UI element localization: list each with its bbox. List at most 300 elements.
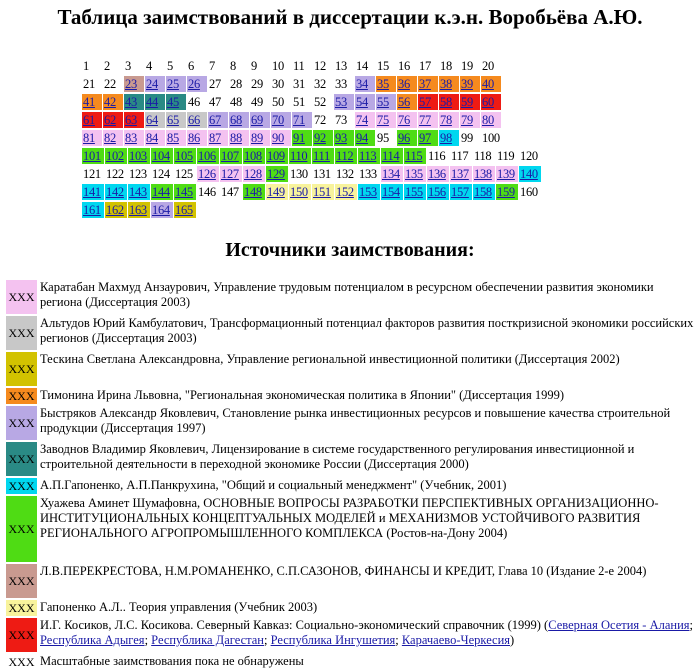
page-link[interactable]: 162 — [106, 203, 124, 217]
source-region-link[interactable]: Республика Ингушетия — [270, 633, 396, 647]
borrowing-page-grid — [82, 57, 542, 219]
page-link[interactable]: 149 — [267, 185, 285, 199]
page-cell[interactable] — [439, 76, 459, 92]
page-link[interactable]: 76 — [398, 113, 410, 127]
page-cell[interactable] — [473, 166, 495, 182]
page-cell[interactable] — [450, 166, 472, 182]
page-cell[interactable] — [82, 112, 102, 128]
page-cell: 50 — [272, 95, 284, 109]
page-link[interactable]: 64 — [146, 113, 158, 127]
page-cell: 6 — [188, 59, 194, 73]
page-link[interactable]: 74 — [356, 113, 368, 127]
page-link[interactable]: 87 — [209, 131, 221, 145]
page-cell[interactable] — [145, 112, 165, 128]
page-link[interactable]: 152 — [336, 185, 354, 199]
page-cell: 160 — [520, 185, 538, 199]
source-item — [6, 496, 696, 562]
page-cell[interactable] — [355, 112, 375, 128]
page-cell: 3 — [125, 59, 131, 73]
page-link[interactable]: 113 — [359, 149, 377, 163]
page-cell[interactable] — [397, 76, 417, 92]
source-text-part: Хуажева Аминет Шумафовна, ОСНОВНЫЕ ВОПРОСЫ РАЗРАБОТКИ ПЕРСПЕКТИВНЫХ ОРГАНИЗАЦИОННО-ИНСТИТУЦИОНАЛЬНЫХ КОНЦЕПТУАЛЬНЫХ МОДЕЛЕЙ и МЕХАНИЗМОВ УСТОЙЧИВОГО РАЗВИТИЯ РЕГИОНАЛЬНОГО АГРОПРОМЫШЛЕННОГО КОМПЛЕКСА (Ростов-на-Дону 2004) — [40, 496, 659, 540]
page-cell: 119 — [497, 149, 515, 163]
page-link[interactable]: 41 — [83, 95, 95, 109]
page-link[interactable]: 67 — [209, 113, 221, 127]
page-link[interactable]: 25 — [167, 77, 179, 91]
page-cell[interactable] — [243, 166, 265, 182]
page-cell[interactable] — [271, 130, 291, 146]
page-link[interactable]: 80 — [482, 113, 494, 127]
source-color-badge: XXX — [6, 316, 37, 350]
page-link[interactable]: 104 — [152, 149, 170, 163]
page-cell[interactable] — [381, 184, 403, 200]
source-color-badge: XXX — [6, 442, 37, 476]
page-cell: 4 — [146, 59, 152, 73]
page-cell[interactable] — [358, 148, 380, 164]
page-cell[interactable] — [289, 184, 311, 200]
page-cell[interactable] — [145, 130, 165, 146]
page-cell[interactable] — [124, 76, 144, 92]
sources-heading: Источники заимствования: — [225, 239, 475, 261]
page-cell[interactable] — [197, 166, 219, 182]
source-text — [40, 618, 696, 652]
page-link[interactable]: 138 — [474, 167, 492, 181]
page-cell[interactable] — [450, 184, 472, 200]
page-link[interactable]: 69 — [251, 113, 263, 127]
page-link[interactable]: 106 — [198, 149, 216, 163]
page-link[interactable]: 44 — [146, 95, 158, 109]
page-cell: 131 — [313, 167, 331, 181]
page-link[interactable]: 56 — [398, 95, 410, 109]
page-cell[interactable] — [82, 148, 104, 164]
source-text — [40, 406, 696, 440]
page-cell[interactable] — [266, 148, 288, 164]
page-link[interactable]: 137 — [451, 167, 469, 181]
page-link[interactable]: 85 — [167, 131, 179, 145]
page-link[interactable]: 36 — [398, 77, 410, 91]
page-link[interactable]: 139 — [497, 167, 515, 181]
page-link[interactable]: 63 — [125, 113, 137, 127]
page-link[interactable]: 86 — [188, 131, 200, 145]
page-cell[interactable] — [404, 166, 426, 182]
page-cell[interactable] — [124, 94, 144, 110]
page-link[interactable]: 98 — [440, 131, 452, 145]
page-cell: 7 — [209, 59, 215, 73]
page-cell[interactable] — [481, 76, 501, 92]
page-cell[interactable] — [151, 148, 173, 164]
page-cell: 28 — [230, 77, 242, 91]
page-cell[interactable] — [243, 184, 265, 200]
page-cell[interactable] — [229, 130, 249, 146]
page-cell: 95 — [377, 131, 389, 145]
page-cell: 29 — [251, 77, 263, 91]
page-link[interactable]: 40 — [482, 77, 494, 91]
page-cell[interactable] — [289, 148, 311, 164]
page-link[interactable]: 57 — [419, 95, 431, 109]
page-link[interactable]: 128 — [244, 167, 262, 181]
page-cell: 18 — [440, 59, 452, 73]
page-cell[interactable] — [397, 112, 417, 128]
page-cell[interactable] — [187, 112, 207, 128]
page-cell[interactable] — [481, 112, 501, 128]
page-link[interactable]: 127 — [221, 167, 239, 181]
grid-row — [82, 111, 542, 129]
page-cell[interactable] — [376, 76, 396, 92]
source-color-badge: XXX — [6, 496, 37, 562]
page-cell[interactable] — [243, 148, 265, 164]
page-cell: 100 — [482, 131, 500, 145]
page-cell[interactable] — [208, 130, 228, 146]
page-link[interactable]: 83 — [125, 131, 137, 145]
page-link[interactable]: 150 — [290, 185, 308, 199]
source-text-part: Быстряков Александр Яковлевич, Становление рынка инвестиционных ресурсов и повышение качества строительной продукции (Диссертация 1997) — [40, 406, 671, 435]
page-link[interactable]: 78 — [440, 113, 452, 127]
source-item — [6, 442, 696, 476]
page-link[interactable]: 34 — [356, 77, 368, 91]
page-cell[interactable] — [334, 130, 354, 146]
page-cell[interactable] — [105, 202, 127, 218]
page-cell[interactable] — [381, 148, 403, 164]
source-color-badge: XXX — [6, 388, 37, 404]
page-cell[interactable] — [418, 130, 438, 146]
page-link[interactable]: 108 — [244, 149, 262, 163]
page-link[interactable]: 42 — [104, 95, 116, 109]
page-cell: 117 — [451, 149, 469, 163]
page-cell[interactable] — [312, 184, 334, 200]
page-link[interactable]: 39 — [461, 77, 473, 91]
source-color-badge: XXX — [6, 478, 37, 494]
page-link[interactable]: 70 — [272, 113, 284, 127]
page-link[interactable]: 71 — [293, 113, 305, 127]
page-cell: 124 — [152, 167, 170, 181]
page-cell[interactable] — [266, 184, 288, 200]
page-cell: 118 — [474, 149, 492, 163]
source-color-badge: XXX — [6, 600, 37, 616]
page-link[interactable]: 163 — [129, 203, 147, 217]
page-cell[interactable] — [397, 130, 417, 146]
grid-row — [82, 147, 542, 165]
page-link[interactable]: 109 — [267, 149, 285, 163]
page-cell[interactable] — [473, 184, 495, 200]
page-link[interactable]: 61 — [83, 113, 95, 127]
page-cell[interactable] — [229, 112, 249, 128]
page-link[interactable]: 136 — [428, 167, 446, 181]
page-cell[interactable] — [439, 130, 459, 146]
source-item — [6, 564, 696, 598]
page-link[interactable]: 77 — [419, 113, 431, 127]
page-link[interactable]: 38 — [440, 77, 452, 91]
page-link[interactable]: 135 — [405, 167, 423, 181]
page-link[interactable]: 92 — [314, 131, 326, 145]
page-link[interactable]: 107 — [221, 149, 239, 163]
page-link[interactable]: 24 — [146, 77, 158, 91]
page-link[interactable]: 65 — [167, 113, 179, 127]
page-link[interactable]: 94 — [356, 131, 368, 145]
page-link[interactable]: 58 — [440, 95, 452, 109]
page-cell[interactable] — [82, 202, 104, 218]
page-link[interactable]: 45 — [167, 95, 179, 109]
page-cell[interactable] — [358, 184, 380, 200]
page-link[interactable]: 55 — [377, 95, 389, 109]
page-link[interactable]: 68 — [230, 113, 242, 127]
page-cell[interactable] — [174, 202, 196, 218]
page-cell: 31 — [293, 77, 305, 91]
page-link[interactable]: 37 — [419, 77, 431, 91]
page-cell[interactable] — [381, 166, 403, 182]
source-item — [6, 654, 696, 670]
page-cell[interactable] — [460, 94, 480, 110]
page-cell: 72 — [314, 113, 326, 127]
page-link[interactable]: 157 — [451, 185, 469, 199]
page-link[interactable]: 105 — [175, 149, 193, 163]
page-link[interactable]: 126 — [198, 167, 216, 181]
page-cell[interactable] — [250, 130, 270, 146]
page-cell[interactable] — [220, 166, 242, 182]
page-cell: 13 — [335, 59, 347, 73]
page-cell[interactable] — [266, 166, 288, 182]
page-cell[interactable] — [496, 166, 518, 182]
page-link[interactable]: 159 — [497, 185, 515, 199]
page-cell[interactable] — [376, 94, 396, 110]
page-cell[interactable] — [271, 112, 291, 128]
page-cell[interactable] — [335, 184, 357, 200]
page-cell[interactable] — [166, 112, 186, 128]
page-link[interactable]: 35 — [377, 77, 389, 91]
page-cell: 16 — [398, 59, 410, 73]
page-cell: 123 — [129, 167, 147, 181]
page-link[interactable]: 62 — [104, 113, 116, 127]
page-cell: 125 — [175, 167, 193, 181]
source-color-badge: XXX — [6, 564, 37, 598]
page-link[interactable]: 81 — [83, 131, 95, 145]
page-link[interactable]: 151 — [313, 185, 331, 199]
page-link[interactable]: 148 — [244, 185, 262, 199]
source-text-part: Гапоненко А.Л.. Теория управления (Учебник 2003) — [40, 600, 318, 614]
source-item — [6, 280, 696, 314]
page-link[interactable]: 144 — [152, 185, 170, 199]
page-link[interactable]: 154 — [382, 185, 400, 199]
page-cell[interactable] — [460, 112, 480, 128]
page-cell: 122 — [106, 167, 124, 181]
page-cell[interactable] — [292, 130, 312, 146]
page-link[interactable]: 142 — [106, 185, 124, 199]
source-item — [6, 352, 696, 386]
page-cell: 99 — [461, 131, 473, 145]
page-link[interactable]: 114 — [382, 149, 400, 163]
page-cell: 11 — [293, 59, 305, 73]
page-cell[interactable] — [105, 184, 127, 200]
page-cell[interactable] — [128, 184, 150, 200]
page-link[interactable]: 143 — [129, 185, 147, 199]
page-link[interactable]: 90 — [272, 131, 284, 145]
page-cell[interactable] — [166, 94, 186, 110]
page-link[interactable]: 153 — [359, 185, 377, 199]
page-cell[interactable] — [355, 76, 375, 92]
page-link[interactable]: 43 — [125, 95, 137, 109]
page-link[interactable]: 115 — [405, 149, 423, 163]
page-cell[interactable] — [376, 112, 396, 128]
page-link[interactable]: 59 — [461, 95, 473, 109]
page-cell: 20 — [482, 59, 494, 73]
page-link[interactable]: 165 — [175, 203, 193, 217]
source-item — [6, 388, 696, 404]
page-cell[interactable] — [174, 184, 196, 200]
page-cell: 8 — [230, 59, 236, 73]
page-link[interactable]: 141 — [83, 185, 101, 199]
page-cell[interactable] — [312, 148, 334, 164]
page-link[interactable]: 82 — [104, 131, 116, 145]
grid-row — [82, 129, 542, 147]
page-link[interactable]: 75 — [377, 113, 389, 127]
source-text-part: Тескина Светлана Александровна, Управление региональной инвестиционной политики (Диссертация 2002) — [40, 352, 620, 366]
page-cell[interactable] — [418, 112, 438, 128]
page-link[interactable]: 60 — [482, 95, 494, 109]
source-color-badge: XXX — [6, 352, 37, 386]
grid-row — [82, 75, 542, 93]
page-cell: 9 — [251, 59, 257, 73]
page-cell[interactable] — [355, 130, 375, 146]
page-cell[interactable] — [82, 130, 102, 146]
page-link[interactable]: 53 — [335, 95, 347, 109]
page-link[interactable]: 112 — [336, 149, 354, 163]
page-cell[interactable] — [439, 94, 459, 110]
page-cell[interactable] — [496, 184, 518, 200]
source-text-part: ; — [263, 633, 271, 647]
source-item — [6, 600, 696, 616]
page-link[interactable]: 156 — [428, 185, 446, 199]
page-cell[interactable] — [519, 166, 541, 182]
page-cell[interactable] — [439, 112, 459, 128]
page-link[interactable]: 102 — [106, 149, 124, 163]
page-cell: 5 — [167, 59, 173, 73]
page-link[interactable]: 54 — [356, 95, 368, 109]
source-color-badge: XXX — [6, 280, 37, 314]
source-text-part: ) — [510, 633, 515, 647]
page-link[interactable]: 79 — [461, 113, 473, 127]
page-cell: 133 — [359, 167, 377, 181]
page-cell[interactable] — [187, 130, 207, 146]
page-link[interactable]: 93 — [335, 131, 347, 145]
page-cell[interactable] — [418, 76, 438, 92]
page-link[interactable]: 26 — [188, 77, 200, 91]
page-link[interactable]: 164 — [152, 203, 170, 217]
page-cell[interactable] — [418, 94, 438, 110]
page-cell[interactable] — [335, 148, 357, 164]
page-cell: 27 — [209, 77, 221, 91]
page-cell[interactable] — [151, 202, 173, 218]
page-cell[interactable] — [427, 184, 449, 200]
source-text — [40, 496, 696, 562]
page-cell: 22 — [104, 77, 116, 91]
page-cell[interactable] — [166, 76, 186, 92]
source-item — [6, 618, 696, 652]
page-cell: 47 — [209, 95, 221, 109]
page-link[interactable]: 96 — [398, 131, 410, 145]
source-region-link[interactable]: Северная Осетия - Алания — [548, 618, 690, 632]
page-cell[interactable] — [404, 148, 426, 164]
page-link[interactable]: 91 — [293, 131, 305, 145]
page-cell[interactable] — [404, 184, 426, 200]
page-cell: 32 — [314, 77, 326, 91]
page-cell[interactable] — [82, 94, 102, 110]
page-cell[interactable] — [82, 184, 104, 200]
page-link[interactable]: 161 — [83, 203, 101, 217]
page-cell[interactable] — [128, 148, 150, 164]
page-link[interactable]: 66 — [188, 113, 200, 127]
page-link[interactable]: 140 — [520, 167, 538, 181]
page-title: Таблица заимствований в диссертации к.э.н. Воробьёва А.Ю. — [57, 5, 643, 29]
page-cell[interactable] — [105, 148, 127, 164]
page-cell[interactable] — [397, 94, 417, 110]
source-item — [6, 406, 696, 440]
page-cell[interactable] — [124, 112, 144, 128]
source-region-link[interactable]: Республика Адыгея — [40, 633, 145, 647]
page-cell: 33 — [335, 77, 347, 91]
source-region-link[interactable]: Карачаево-Черкесия — [401, 633, 511, 647]
page-cell[interactable] — [313, 130, 333, 146]
page-cell[interactable] — [103, 130, 123, 146]
page-cell[interactable] — [187, 76, 207, 92]
page-cell[interactable] — [151, 184, 173, 200]
page-link[interactable]: 97 — [419, 131, 431, 145]
page-cell: 19 — [461, 59, 473, 73]
source-text-part: Тимонина Ирина Львовна, "Региональная экономическая политика в Японии" (Диссертация 1999) — [40, 388, 564, 402]
source-text — [40, 564, 696, 598]
page-cell[interactable] — [250, 112, 270, 128]
page-link[interactable]: 155 — [405, 185, 423, 199]
page-cell[interactable] — [292, 112, 312, 128]
page-cell[interactable] — [208, 112, 228, 128]
page-link[interactable]: 101 — [83, 149, 101, 163]
page-cell: 49 — [251, 95, 263, 109]
page-cell[interactable] — [103, 94, 123, 110]
page-cell: 130 — [290, 167, 308, 181]
page-cell[interactable] — [481, 94, 501, 110]
page-link[interactable]: 89 — [251, 131, 263, 145]
page-cell[interactable] — [128, 202, 150, 218]
page-cell[interactable] — [124, 130, 144, 146]
page-link[interactable]: 134 — [382, 167, 400, 181]
page-link[interactable]: 145 — [175, 185, 193, 199]
page-cell[interactable] — [334, 94, 354, 110]
page-cell[interactable] — [460, 76, 480, 92]
page-cell[interactable] — [355, 94, 375, 110]
page-link[interactable]: 129 — [267, 167, 285, 181]
source-text-part: Масштабные заимствования пока не обнаружены — [40, 654, 304, 668]
page-cell[interactable] — [145, 94, 165, 110]
page-cell[interactable] — [103, 112, 123, 128]
page-cell: 1 — [83, 59, 89, 73]
page-link[interactable]: 110 — [290, 149, 308, 163]
source-text-part: ; — [144, 633, 152, 647]
page-link[interactable]: 88 — [230, 131, 242, 145]
source-text — [40, 316, 696, 350]
page-cell[interactable] — [145, 76, 165, 92]
page-cell[interactable] — [220, 148, 242, 164]
page-link[interactable]: 84 — [146, 131, 158, 145]
page-cell[interactable] — [427, 166, 449, 182]
page-cell[interactable] — [166, 130, 186, 146]
page-link[interactable]: 111 — [313, 149, 330, 163]
page-cell[interactable] — [174, 148, 196, 164]
source-region-link[interactable]: Республика Дагестан — [151, 633, 264, 647]
page-link[interactable]: 103 — [129, 149, 147, 163]
source-text-part: ; — [395, 633, 402, 647]
page-link[interactable]: 158 — [474, 185, 492, 199]
page-link[interactable]: 23 — [125, 77, 137, 91]
source-text — [40, 442, 696, 476]
page-cell[interactable] — [197, 148, 219, 164]
